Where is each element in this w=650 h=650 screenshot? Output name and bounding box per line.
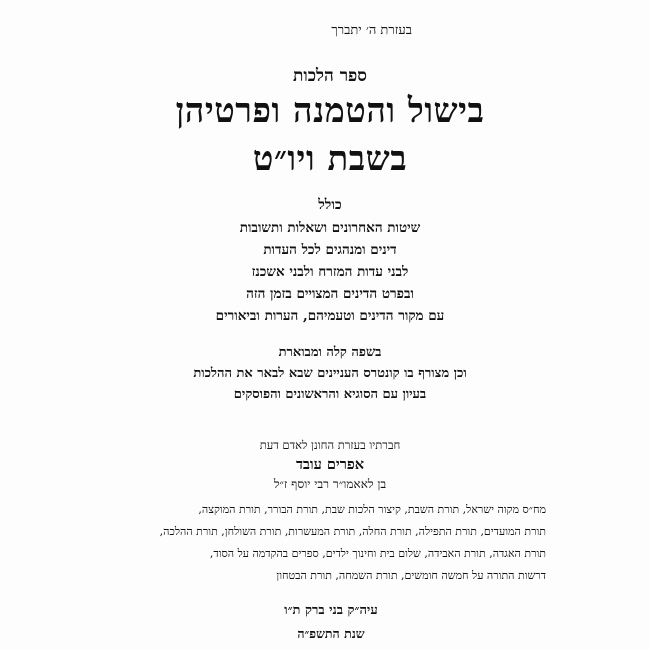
other-works-line: מח״ס מקוה ישראל, תורת השבת, קיצור הלכות שבת, תורת הבורר, תורת המוקצה, <box>198 503 546 516</box>
other-works-line: תורת האגדה, תורת האבידה, שלום בית וחינוך ילדים, ספרים בהקדמה על הסוד, <box>209 547 546 560</box>
publication-year: שנת התשפ״ה <box>297 626 365 641</box>
author-parent-line: בן לאאמו״ר רבי יוסף ז״ל <box>273 477 387 491</box>
other-works-line: תורת המועדים, תורת התפילה, תורת החלה, תורת המעשרות, תורת השולחן, תורת ההלכה, <box>159 525 546 538</box>
style-line: בשפה קלה ומבוארת <box>278 345 382 360</box>
includes-item: דינים ומנהגים לכל העדות <box>263 242 397 258</box>
book-title-line-2: בשבת ויו״ט <box>252 139 408 179</box>
includes-item: עם מקור הדינים וטעמיהם, הערות וביאורים <box>215 308 445 324</box>
includes-item: ובפרט הדינים המצויים בזמן הזה <box>246 286 414 302</box>
includes-heading: כולל <box>318 197 342 213</box>
book-title-line-1: בישול והטמנה ופרטיהן <box>175 91 485 131</box>
style-line: בעיון עם הסוגיא והראשונים והפוסקים <box>233 387 427 402</box>
other-works-line: דרשות התורה על חמשה חומשים, תורת השמחה, תורת הבטחון <box>276 569 546 582</box>
publication-place: עיה״ק בני ברק ת״ו <box>284 603 378 618</box>
book-label: ספר הלכות <box>293 66 367 86</box>
includes-item: לבני עדות המזרח ולבני אשכנז <box>251 264 409 280</box>
style-line: וכן מצורף בו קונטרס העניינים שבא לבאר את ההלכות <box>193 366 467 381</box>
includes-item: שיטות האחרונים ושאלות ותשובות <box>239 220 421 236</box>
author-name: אפרים עובד <box>295 456 365 473</box>
with-gods-help-line: בעזרת ה׳ יתברך <box>331 23 412 38</box>
composed-by-line: חברתיו בעזרת החונן לאדם דעת <box>259 438 401 452</box>
